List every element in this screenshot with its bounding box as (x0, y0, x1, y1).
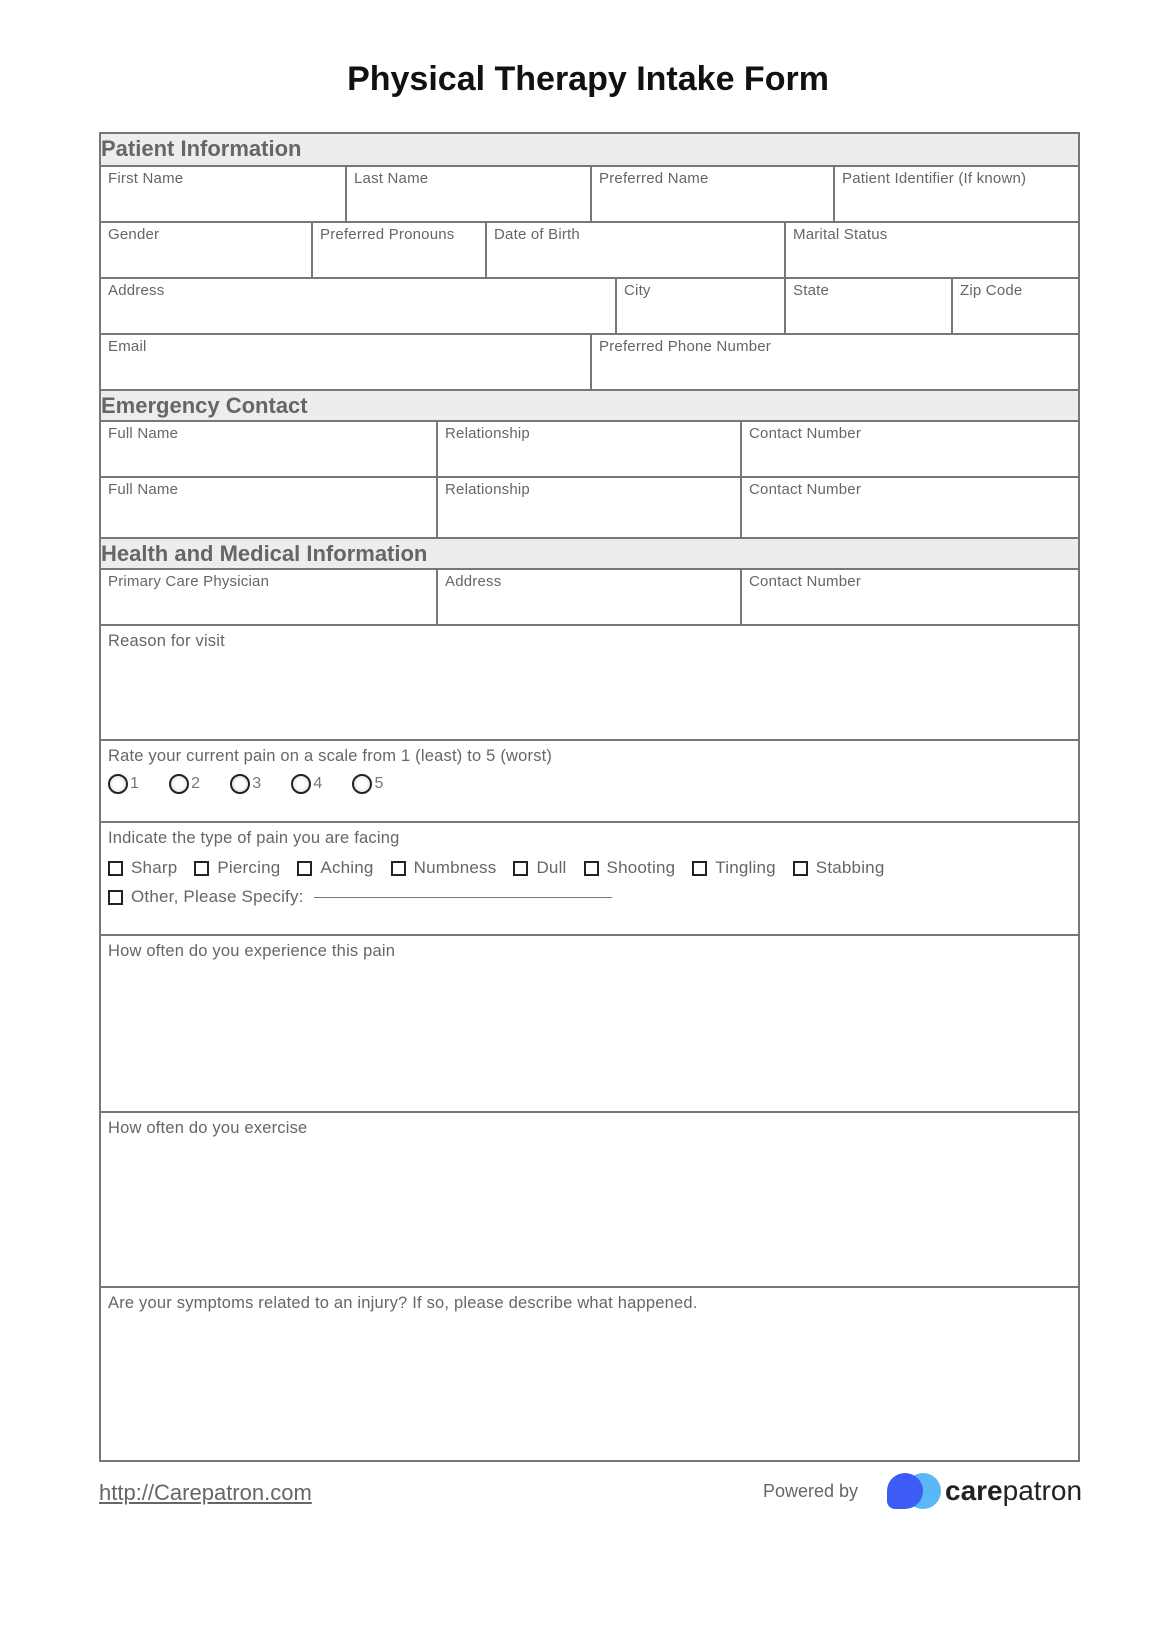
city-field[interactable]: City (615, 279, 784, 333)
checkbox-dull[interactable] (513, 858, 566, 878)
last-name-field[interactable]: Last Name (345, 167, 590, 221)
radio-label: 2 (191, 775, 201, 792)
checkbox-label: Aching (320, 858, 374, 877)
checkbox-icon (108, 890, 123, 905)
reason-field[interactable]: Reason for visit (108, 632, 225, 650)
injury-field[interactable]: Are your symptoms related to an injury? If so, please describe what happened. (108, 1294, 698, 1312)
ec2-contact-field[interactable]: Contact Number (740, 478, 1078, 537)
checkbox-label: Other, Please Specify: (131, 887, 304, 906)
exercise-frequency-field[interactable]: How often do you exercise (108, 1119, 308, 1137)
section-header-health: Health and Medical Information (101, 537, 1078, 568)
zip-field[interactable]: Zip Code (951, 279, 1078, 333)
other-specify-line[interactable] (314, 897, 612, 898)
checkbox-other[interactable] (108, 887, 304, 907)
radio-label: 5 (374, 775, 384, 792)
checkbox-numbness[interactable] (391, 858, 497, 878)
carepatron-logo (887, 1473, 1082, 1509)
radio-icon (291, 774, 311, 794)
dob-field[interactable]: Date of Birth (485, 223, 784, 277)
checkbox-icon (391, 861, 406, 876)
phone-field[interactable]: Preferred Phone Number (590, 335, 1078, 389)
pcp-address-field[interactable]: Address (436, 570, 740, 624)
pain-radio-1[interactable] (108, 774, 139, 794)
checkbox-icon (692, 861, 707, 876)
checkbox-icon (108, 861, 123, 876)
address-field[interactable]: Address (108, 282, 165, 299)
radio-icon (230, 774, 250, 794)
powered-by-text: Powered by (763, 1481, 859, 1501)
preferred-name-field[interactable]: Preferred Name (590, 167, 833, 221)
page-title: Physical Therapy Intake Form (347, 60, 829, 98)
pain-type-group (101, 823, 1078, 934)
checkbox-label: Stabbing (815, 858, 885, 877)
pain-radio-2[interactable] (169, 774, 200, 794)
carepatron-logo-icon (887, 1473, 943, 1509)
radio-label: 3 (252, 775, 262, 792)
checkbox-icon (297, 861, 312, 876)
marital-status-field[interactable]: Marital Status (784, 223, 1078, 277)
checkbox-icon (194, 861, 209, 876)
section-header-emergency: Emergency Contact (101, 389, 1078, 420)
first-name-field[interactable]: First Name (108, 170, 184, 187)
carepatron-link[interactable]: http://Carepatron.com (99, 1480, 312, 1505)
checkbox-label: Shooting (606, 858, 676, 877)
radio-icon (169, 774, 189, 794)
radio-icon (352, 774, 372, 794)
state-field[interactable]: State (784, 279, 951, 333)
ec1-name-field[interactable]: Full Name (108, 425, 179, 442)
intake-form (99, 132, 1080, 1462)
section-header-patient: Patient Information (101, 134, 1078, 165)
checkbox-icon (793, 861, 808, 876)
radio-icon (108, 774, 128, 794)
ec2-name-field[interactable]: Full Name (108, 481, 179, 498)
checkbox-label: Piercing (217, 858, 281, 877)
checkbox-label: Dull (536, 858, 567, 877)
pain-radio-4[interactable] (291, 774, 322, 794)
checkbox-aching[interactable] (297, 858, 373, 878)
checkbox-stabbing[interactable] (793, 858, 885, 878)
radio-label: 1 (130, 775, 140, 792)
ec2-relationship-field[interactable]: Relationship (436, 478, 740, 537)
pronouns-field[interactable]: Preferred Pronouns (311, 223, 485, 277)
pain-radio-3[interactable] (230, 774, 261, 794)
ec1-relationship-field[interactable]: Relationship (436, 422, 740, 476)
pain-scale-group (101, 741, 1078, 821)
checkbox-label: Numbness (413, 858, 497, 877)
radio-label: 4 (313, 775, 323, 792)
brand-bold: care (945, 1475, 1003, 1506)
gender-field[interactable]: Gender (108, 226, 160, 243)
checkbox-piercing[interactable] (194, 858, 280, 878)
patient-identifier-field[interactable]: Patient Identifier (If known) (833, 167, 1078, 221)
email-field[interactable]: Email (108, 338, 147, 355)
checkbox-shooting[interactable] (584, 858, 676, 878)
ec1-contact-field[interactable]: Contact Number (740, 422, 1078, 476)
pcp-field[interactable]: Primary Care Physician (108, 573, 270, 590)
pain-radio-5[interactable] (352, 774, 383, 794)
checkbox-label: Sharp (131, 858, 178, 877)
checkbox-label: Tingling (715, 858, 776, 877)
pain-frequency-field[interactable]: How often do you experience this pain (108, 942, 396, 960)
checkbox-icon (513, 861, 528, 876)
checkbox-sharp[interactable] (108, 858, 177, 878)
brand-rest: patron (1002, 1475, 1083, 1506)
checkbox-icon (584, 861, 599, 876)
pain-scale-label: Rate your current pain on a scale from 1 (least) to 5 (worst) (108, 747, 553, 765)
pain-type-label: Indicate the type of pain you are facing (108, 829, 400, 847)
checkbox-tingling[interactable] (692, 858, 776, 878)
pcp-contact-field[interactable]: Contact Number (740, 570, 1078, 624)
